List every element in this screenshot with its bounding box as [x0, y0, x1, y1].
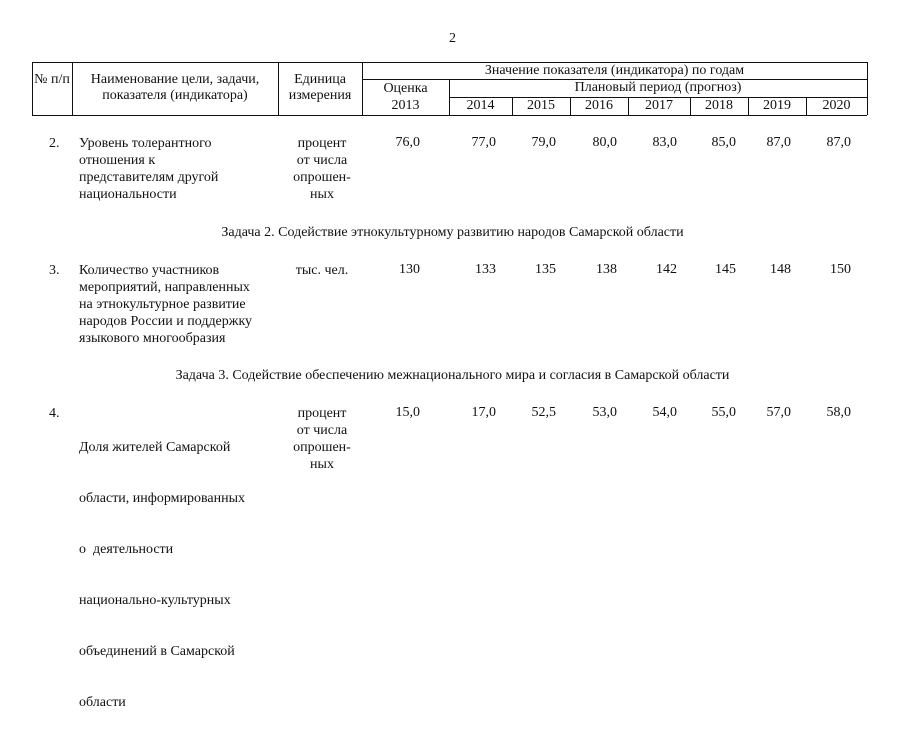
- value-cell: 133: [475, 262, 496, 277]
- header-year: 2018: [705, 98, 733, 113]
- header-col-name: Наименование цели, задачи, показателя (индикатора): [90, 72, 260, 103]
- header-col-no: № п/п: [34, 72, 70, 87]
- row-number: 2.: [49, 136, 60, 151]
- page-number: 2: [449, 31, 456, 46]
- value-cell: 15,0: [395, 405, 420, 420]
- value-cell: 76,0: [395, 135, 420, 150]
- header-divider-no: [72, 62, 73, 115]
- value-cell: 130: [399, 262, 420, 277]
- value-cell: 58,0: [826, 405, 851, 420]
- task-heading: Задача 3. Содействие обеспечению межнационального мира и согласия в Самарской области: [175, 368, 730, 383]
- header-year: 2015: [527, 98, 555, 113]
- indicator-name: Количество участников мероприятий, направленных на этнокультурное развитие народов России и поддержку языкового многообразия: [79, 263, 253, 346]
- value-cell: 79,0: [531, 135, 556, 150]
- value-cell: 138: [596, 262, 617, 277]
- header-border-left: [32, 62, 33, 115]
- indicator-name: Уровень толерантного отношения к представителям другой национальности: [79, 136, 219, 202]
- value-cell: 85,0: [711, 135, 736, 150]
- header-col-unit: Единица измерения: [288, 72, 352, 103]
- value-cell: 80,0: [592, 135, 617, 150]
- value-cell: 52,5: [531, 405, 556, 420]
- value-cell: 145: [715, 262, 736, 277]
- indicator-unit: процент от числа опрошен- ных: [293, 136, 351, 202]
- row-number: 3.: [49, 263, 60, 278]
- value-cell: 57,0: [766, 405, 791, 420]
- value-cell: 77,0: [471, 135, 496, 150]
- value-cell: 150: [830, 262, 851, 277]
- header-col-estimate: Оценка: [383, 81, 428, 96]
- indicator-name: Доля жителей Самарской области, информированных о деятельности национально-культурных объединений в Самарской области: [79, 440, 246, 710]
- header-year: 2014: [466, 98, 495, 113]
- value-cell: 135: [535, 262, 556, 277]
- header-year: 2020: [822, 98, 851, 113]
- header-year: 2017: [645, 98, 673, 113]
- header-col-estimate-year: 2013: [391, 98, 420, 113]
- value-cell: 53,0: [592, 405, 617, 420]
- header-year: 2019: [763, 98, 791, 113]
- indicator-unit: процент от числа опрошен- ных: [293, 406, 351, 472]
- row-number: 4.: [49, 406, 60, 421]
- value-cell: 148: [770, 262, 791, 277]
- value-cell: 87,0: [826, 135, 851, 150]
- value-cell: 55,0: [711, 405, 736, 420]
- value-cell: 87,0: [766, 135, 791, 150]
- header-bottom-border: [32, 115, 867, 116]
- task-heading: Задача 2. Содействие этнокультурному развитию народов Самарской области: [221, 225, 684, 240]
- header-col-plan: Плановый период (прогноз): [574, 80, 742, 95]
- header-divider-name: [278, 62, 279, 115]
- value-cell: 54,0: [652, 405, 677, 420]
- header-year: 2016: [585, 98, 613, 113]
- header-border-right: [867, 62, 868, 115]
- value-cell: 83,0: [652, 135, 677, 150]
- value-cell: 142: [656, 262, 677, 277]
- value-cell: 17,0: [471, 405, 496, 420]
- header-col-values: Значение показателя (индикатора) по годам: [484, 63, 745, 78]
- indicator-unit: тыс. чел.: [295, 263, 349, 278]
